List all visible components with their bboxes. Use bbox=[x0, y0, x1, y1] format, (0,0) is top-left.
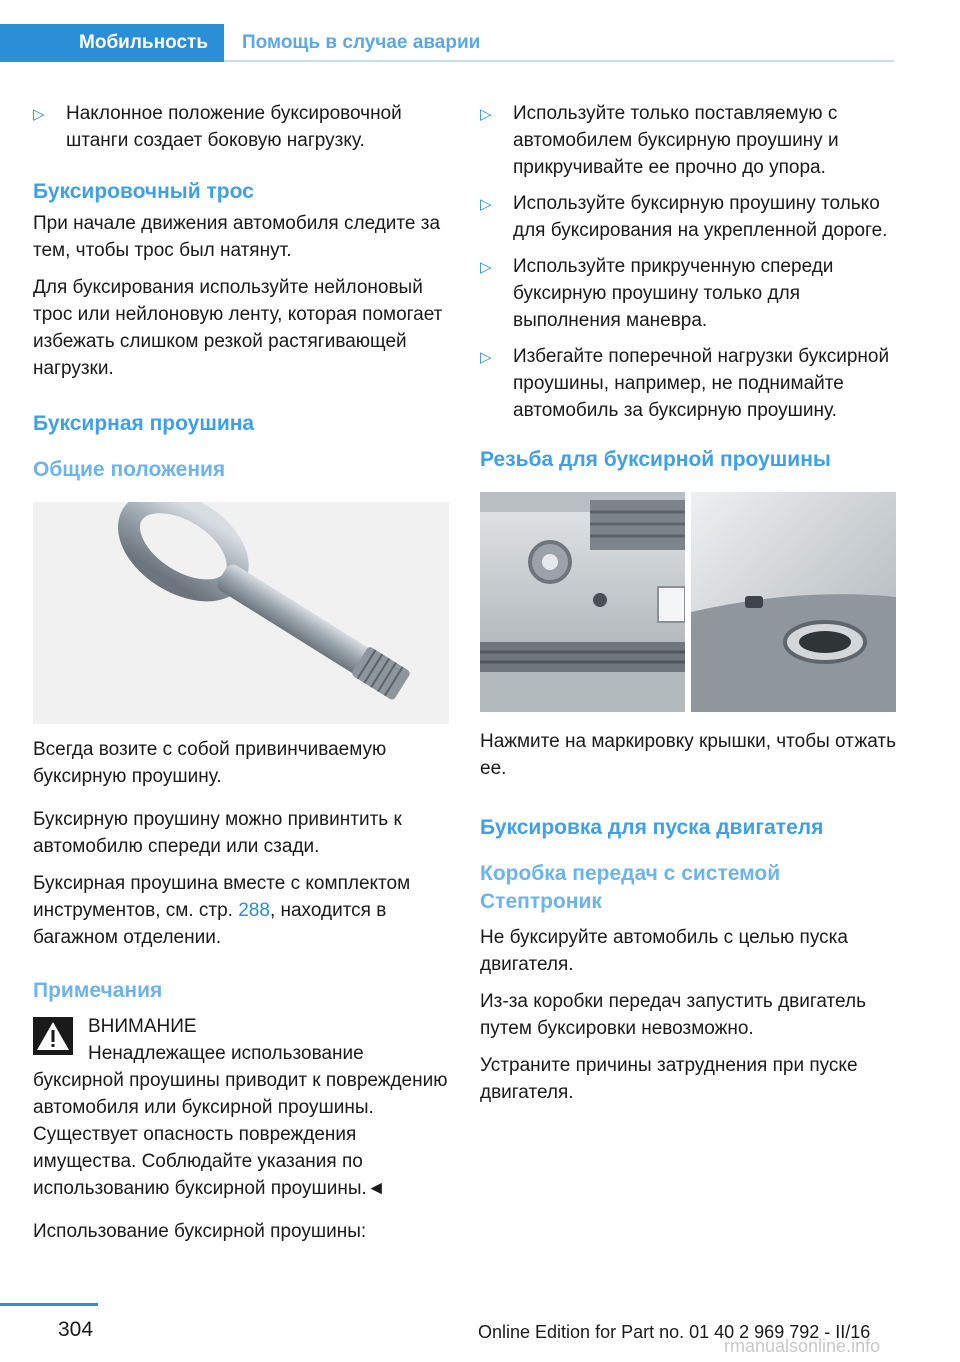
triangle-bullet-icon: ▷ bbox=[480, 106, 492, 123]
heading-tow-start: Буксировка для пуска двигателя bbox=[480, 816, 824, 839]
header-rule bbox=[224, 60, 894, 62]
footer-accent-bar bbox=[0, 1303, 98, 1306]
list-item: ▷ Используйте только поставляемую с автомобилем буксирную проушину и прикручивайте ее прочно до упора. bbox=[480, 103, 839, 178]
right-column bbox=[480, 100, 896, 1116]
paragraph: При начале движения автомобиля следите за тем, чтобы трос был натянут. bbox=[33, 213, 441, 261]
tow-eye-illustration bbox=[33, 502, 449, 724]
paragraph: Буксирную проушину можно привинтить к автомобилю спереди или сзади. bbox=[33, 809, 402, 857]
list-item: ▷ Наклонное положение буксировочной штанги создает боковую нагрузку. bbox=[33, 103, 402, 151]
page-number: 304 bbox=[58, 1318, 94, 1341]
paragraph: Буксирная проушина вместе с комплектом инструментов, см. стр. 288, находится в багажном отделении. bbox=[33, 873, 411, 948]
heading-thread: Резьба для буксирной проушины bbox=[480, 448, 831, 471]
paragraph: Устраните причины затруднения при пуске двигателя. bbox=[480, 1055, 858, 1103]
heading-tow-rope: Буксировочный трос bbox=[33, 180, 254, 203]
paragraph: Нажмите на маркировку крышки, чтобы отжать ее. bbox=[480, 731, 896, 779]
triangle-bullet-icon: ▷ bbox=[480, 259, 492, 276]
paragraph: Использование буксирной проушины: bbox=[33, 1221, 367, 1242]
warning-block bbox=[33, 1013, 449, 1040]
heading-steptronic: Коробка передач с системой Стептроник bbox=[480, 862, 781, 913]
bumper-illustration bbox=[480, 492, 896, 712]
triangle-bullet-icon: ▷ bbox=[480, 196, 492, 213]
tab-emergency-help[interactable] bbox=[242, 24, 480, 62]
heading-tow-eye: Буксирная проушина bbox=[33, 412, 255, 435]
tab-emergency-help-label: Помощь в случае аварии bbox=[242, 32, 481, 53]
page-link[interactable]: 288 bbox=[238, 900, 270, 921]
list-item: ▷ Используйте прикрученную спереди буксирную проушину только для выполнения маневра. bbox=[480, 256, 834, 331]
paragraph: Из-за коробки передач запустить двигатель путем буксировки невозможно. bbox=[480, 991, 866, 1039]
list-item: ▷ Избегайте поперечной нагрузки буксирной проушины, например, не поднимайте автомобиль за буксирную проушину. bbox=[480, 346, 890, 421]
warning-text: Ненадлежащее использование буксирной проушины приводит к повреждению автомобиля или буксирной проушины. Существует опасность повреждения имущества. Соблюдайте указания по использованию буксирной проушины.◄ bbox=[33, 1043, 448, 1199]
heading-general: Общие положения bbox=[33, 458, 226, 481]
warning-title: ВНИМАНИЕ bbox=[88, 1016, 197, 1037]
edition-text: Online Edition for Part no. 01 40 2 969 792 - II/16 bbox=[478, 1322, 871, 1342]
heading-notes: Примечания bbox=[33, 979, 163, 1002]
tab-mobility[interactable] bbox=[0, 24, 224, 62]
paragraph: Всегда возите с собой привинчиваемую буксирную проушину. bbox=[33, 739, 387, 787]
triangle-bullet-icon: ▷ bbox=[33, 106, 45, 123]
right-bullets bbox=[480, 100, 896, 424]
paragraph: Для буксирования используйте нейлоновый трос или нейлоновую ленту, которая помогает избежать слишком резкой растягивающей нагрузки. bbox=[33, 277, 443, 379]
tow-eye-image bbox=[33, 502, 449, 724]
left-column bbox=[33, 100, 449, 1255]
warning-icon bbox=[33, 1017, 73, 1063]
list-item: ▷ Используйте буксирную проушину только для буксирования на укрепленной дороге. bbox=[480, 193, 888, 241]
watermark: rmanualsonline.info bbox=[724, 1336, 881, 1356]
paragraph: Не буксируйте автомобиль с целью пуска двигателя. bbox=[480, 927, 848, 975]
tab-mobility-label: Мобильность bbox=[79, 32, 208, 53]
bumper-image bbox=[480, 492, 896, 712]
left-bullets bbox=[33, 100, 449, 154]
triangle-bullet-icon: ▷ bbox=[480, 349, 492, 366]
